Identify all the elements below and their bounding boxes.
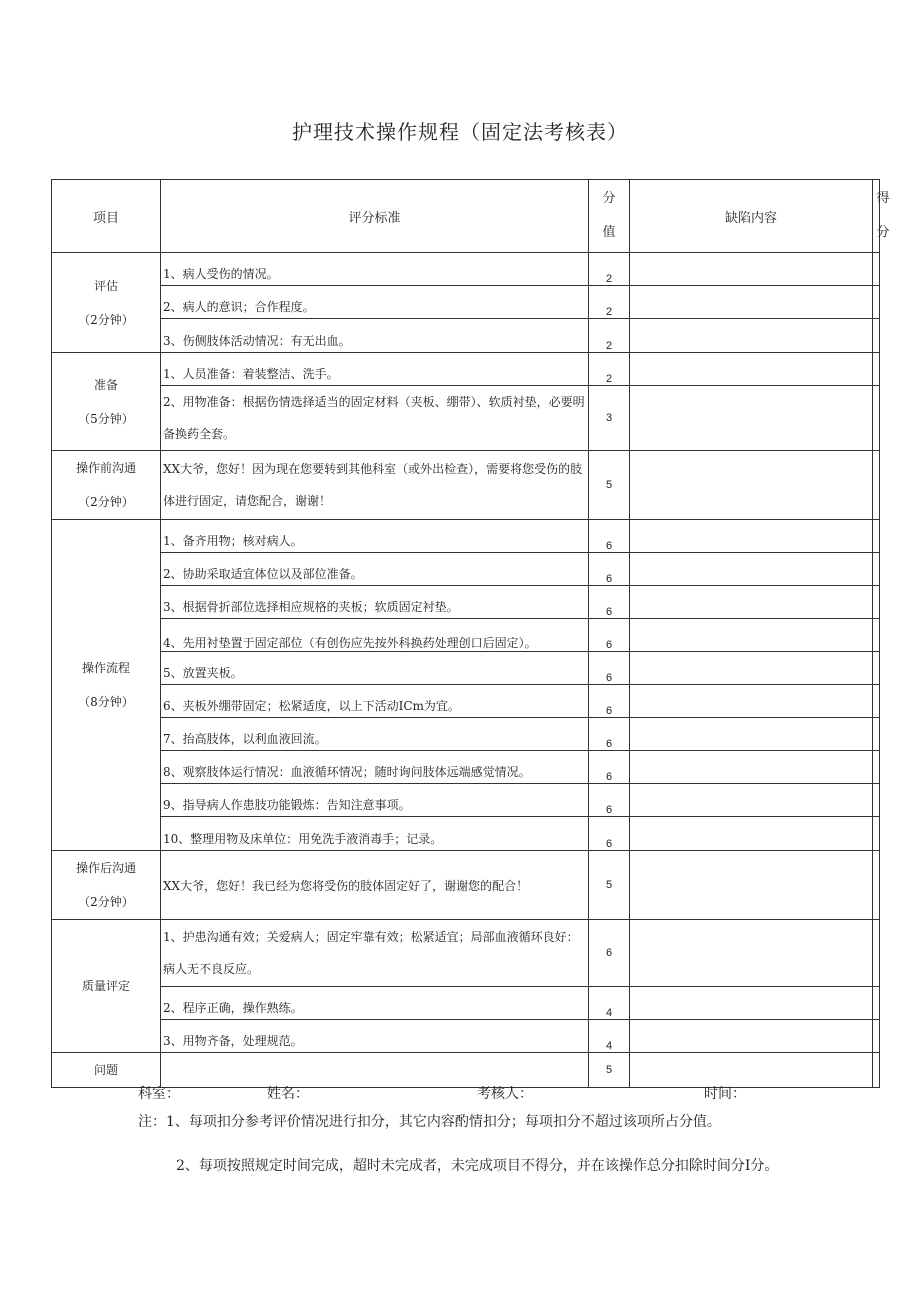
criterion: 4、先用衬垫置于固定部位（有创伤应先按外科换药处理创口后固定）。	[161, 619, 589, 652]
points-value: 3	[589, 386, 630, 451]
defect-cell[interactable]	[630, 987, 873, 1020]
score-cell[interactable]	[873, 520, 880, 553]
criterion: 1、护患沟通有效；关爱病人；固定牢靠有效；松紧适宜；局部血液循环良好：病人无不良反应。	[161, 920, 589, 987]
defect-cell[interactable]	[630, 817, 873, 851]
category-pre-communication: 操作前沟通 （2分钟）	[52, 451, 161, 520]
note-1: 注：1、每项扣分参考评价情况进行扣分，其它内容酌情扣分；每项扣分不超过该项所占分值。	[138, 1114, 721, 1130]
criterion: 1、人员准备：着装整洁、洗手。	[161, 353, 589, 386]
score-cell[interactable]	[873, 353, 880, 386]
criterion: 9、指导病人作患肢功能锻炼：告知注意事项。	[161, 784, 589, 817]
signature-name: 姓名：	[267, 1086, 309, 1102]
header-defects: 缺陷内容	[630, 180, 873, 253]
points-value: 4	[589, 987, 630, 1020]
defect-cell[interactable]	[630, 386, 873, 451]
defect-cell[interactable]	[630, 286, 873, 319]
table-row	[52, 987, 880, 1020]
table-row	[52, 784, 880, 817]
score-cell[interactable]	[873, 619, 880, 652]
score-cell[interactable]	[873, 920, 880, 987]
defect-cell[interactable]	[630, 319, 873, 353]
points-value: 5	[589, 1053, 630, 1088]
table-row	[52, 451, 880, 520]
points-value: 6	[589, 652, 630, 685]
header-criteria: 评分标准	[161, 180, 589, 253]
points-value: 6	[589, 784, 630, 817]
defect-cell[interactable]	[630, 652, 873, 685]
criterion: 3、根据骨折部位选择相应规格的夹板；软质固定衬垫。	[161, 586, 589, 619]
defect-cell[interactable]	[630, 353, 873, 386]
table-row	[52, 353, 880, 386]
category-quality: 质量评定	[52, 920, 161, 1053]
category-assess: 评估 （2分钟）	[52, 253, 161, 353]
category-question: 问题	[52, 1053, 161, 1088]
defect-cell[interactable]	[630, 619, 873, 652]
table-row	[52, 286, 880, 319]
points-value: 6	[589, 685, 630, 718]
category-process: 操作流程 （8分钟）	[52, 520, 161, 851]
table-row	[52, 619, 880, 652]
defect-cell[interactable]	[630, 751, 873, 784]
criterion: 1、病人受伤的情况。	[161, 253, 589, 286]
score-cell[interactable]	[873, 553, 880, 586]
points-value: 6	[589, 586, 630, 619]
table-row	[52, 652, 880, 685]
score-cell[interactable]	[873, 718, 880, 751]
criterion: 1、备齐用物；核对病人。	[161, 520, 589, 553]
signature-time: 时间：	[704, 1086, 746, 1102]
table-row	[52, 319, 880, 353]
assessment-table	[51, 179, 890, 1088]
points-value: 2	[589, 319, 630, 353]
score-cell[interactable]	[873, 751, 880, 784]
criterion: 2、用物准备：根据伤情选择适当的固定材料（夹板、绷带）、软质衬垫，必要明备换药全套。	[161, 386, 589, 451]
defect-cell[interactable]	[630, 1053, 873, 1088]
points-value: 4	[589, 1020, 630, 1053]
score-cell[interactable]	[873, 987, 880, 1020]
criterion: 10、整理用物及床单位：用免洗手液消毒手；记录。	[161, 817, 589, 851]
criterion: 3、伤侧肢体活动情况：有无出血。	[161, 319, 589, 353]
criterion: 2、协助采取适宜体位以及部位准备。	[161, 553, 589, 586]
criterion: 2、程序正确，操作熟练。	[161, 987, 589, 1020]
criterion: 8、观察肢体运行情况：血液循环情况；随时询问肢体远端感觉情况。	[161, 751, 589, 784]
score-cell[interactable]	[873, 586, 880, 619]
table-row	[52, 751, 880, 784]
score-cell[interactable]	[873, 652, 880, 685]
header-item: 项目	[52, 180, 161, 253]
table-row	[52, 520, 880, 553]
points-value: 2	[589, 253, 630, 286]
table-row	[52, 851, 880, 920]
points-value: 6	[589, 718, 630, 751]
points-value: 6	[589, 520, 630, 553]
table-row	[52, 586, 880, 619]
signature-dept: 科室：	[138, 1086, 180, 1102]
table-row	[52, 553, 880, 586]
criterion: 3、用物齐备，处理规范。	[161, 1020, 589, 1053]
defect-cell[interactable]	[630, 451, 873, 520]
criterion: 6、夹板外绷带固定；松紧适度，以上下活动ICm为宜。	[161, 685, 589, 718]
defect-cell[interactable]	[630, 1020, 873, 1053]
score-cell[interactable]	[873, 253, 880, 286]
category-prep: 准备 （5分钟）	[52, 353, 161, 451]
table-row	[52, 718, 880, 751]
criterion: XX大爷，您好！我已经为您将受伤的肢体固定好了，谢谢您的配合！	[161, 851, 589, 920]
defect-cell[interactable]	[630, 685, 873, 718]
points-value: 2	[589, 286, 630, 319]
header-score: 得 分	[873, 180, 880, 253]
score-cell[interactable]	[873, 851, 880, 920]
table-row	[52, 685, 880, 718]
points-value: 6	[589, 751, 630, 784]
table-row	[52, 920, 880, 987]
defect-cell[interactable]	[630, 553, 873, 586]
defect-cell[interactable]	[630, 784, 873, 817]
score-cell[interactable]	[873, 685, 880, 718]
table-row	[52, 386, 880, 451]
signature-examiner: 考核人：	[477, 1086, 533, 1102]
defect-cell[interactable]	[630, 920, 873, 987]
table-row	[52, 1020, 880, 1053]
criterion: 2、病人的意识；合作程度。	[161, 286, 589, 319]
defect-cell[interactable]	[630, 253, 873, 286]
category-post-communication: 操作后沟通 （2分钟）	[52, 851, 161, 920]
defect-cell[interactable]	[630, 851, 873, 920]
score-cell[interactable]	[873, 319, 880, 353]
points-value: 6	[589, 817, 630, 851]
score-cell[interactable]	[873, 386, 880, 451]
points-value: 2	[589, 353, 630, 386]
header-row	[52, 180, 880, 253]
points-value: 5	[589, 451, 630, 520]
defect-cell[interactable]	[630, 586, 873, 619]
points-value: 5	[589, 851, 630, 920]
criterion: 5、放置夹板。	[161, 652, 589, 685]
header-points: 分 值	[589, 180, 630, 253]
score-cell[interactable]	[873, 451, 880, 520]
score-cell[interactable]	[873, 1020, 880, 1053]
score-cell[interactable]	[873, 817, 880, 851]
note-2: 2、每项按照规定时间完成，超时未完成者，未完成项目不得分，并在该操作总分扣除时间分I分。	[176, 1158, 779, 1174]
criterion: 7、抬高肢体，以利血液回流。	[161, 718, 589, 751]
score-cell[interactable]	[873, 286, 880, 319]
defect-cell[interactable]	[630, 718, 873, 751]
defect-cell[interactable]	[630, 520, 873, 553]
points-value: 6	[589, 553, 630, 586]
criterion: XX大爷，您好！因为现在您要转到其他科室（或外出检查），需要将您受伤的肢体进行固定，请您配合，谢谢！	[161, 451, 589, 520]
points-value: 6	[589, 920, 630, 987]
table-row	[52, 253, 880, 286]
score-cell[interactable]	[873, 1053, 880, 1088]
table-row	[52, 817, 880, 851]
points-value: 6	[589, 619, 630, 652]
page-title: 护理技术操作规程（固定法考核表）	[292, 120, 628, 144]
score-cell[interactable]	[873, 784, 880, 817]
